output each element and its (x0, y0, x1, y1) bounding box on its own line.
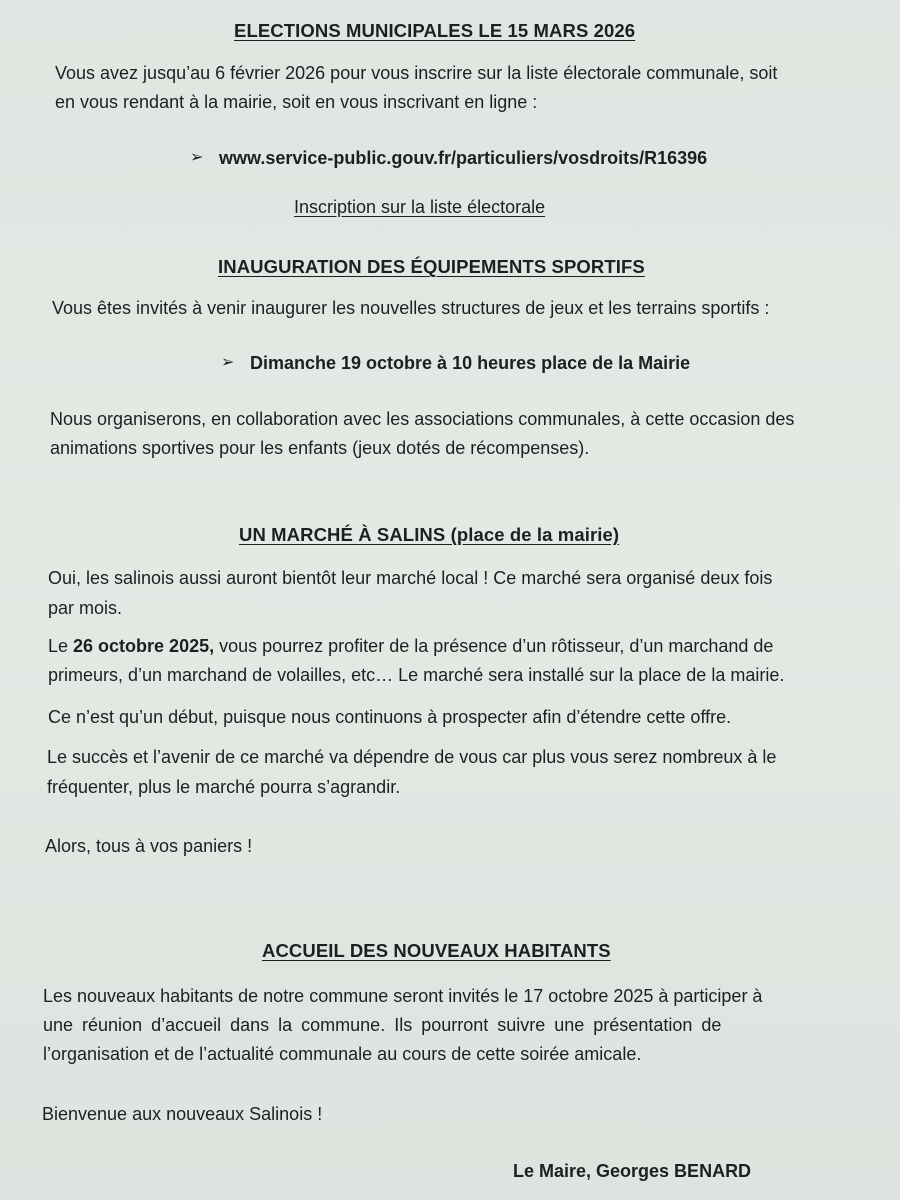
marche-date: 26 octobre 2025, (73, 636, 215, 656)
elections-text-line2: en vous rendant à la mairie, soit en vous inscrivant en ligne : (55, 92, 538, 112)
elections-url: www.service-public.gouv.fr/particuliers/vosdroits/R16396 (219, 148, 708, 168)
marche-p1-line1: Oui, les salinois aussi auront bientôt leur marché local ! Ce marché sera organisé deux fois (48, 568, 773, 588)
elections-title: ELECTIONS MUNICIPALES LE 15 MARS 2026 (234, 20, 636, 41)
marche-p4-line2: fréquenter, plus le marché pourra s’agrandir. (47, 777, 401, 797)
accueil-title: ACCUEIL DES NOUVEAUX HABITANTS (262, 940, 611, 961)
elections-bullet-icon: ➢ (190, 149, 204, 166)
marche-title: UN MARCHÉ À SALINS (place de la mairie) (239, 524, 620, 545)
marche-p5: Alors, tous à vos paniers ! (45, 836, 253, 856)
marche-p2-rest: vous pourrez profiter de la présence d’un rôtisseur, d’un marchand de (214, 636, 774, 656)
marche-p2-prefix: Le (48, 636, 74, 656)
marche-p1-line2: par mois. (48, 598, 123, 618)
inauguration-text-line1: Vous êtes invités à venir inaugurer les nouvelles structures de jeux et les terrains sportifs : (52, 298, 770, 318)
accueil-line1: Les nouveaux habitants de notre commune seront invités le 17 octobre 2025 à participer à (43, 986, 763, 1006)
inauguration-para-line1: Nous organiserons, en collaboration avec les associations communales, à cette occasion des (50, 409, 795, 429)
inauguration-bullet-icon: ➢ (221, 354, 235, 371)
accueil-line2: une réunion d’accueil dans la commune. Ils pourront suivre une présentation de (43, 1015, 722, 1035)
inauguration-title: INAUGURATION DES ÉQUIPEMENTS SPORTIFS (218, 256, 645, 277)
inauguration-event: Dimanche 19 octobre à 10 heures place de la Mairie (250, 353, 691, 373)
marche-p4-line1: Le succès et l’avenir de ce marché va dépendre de vous car plus vous serez nombreux à le (47, 747, 777, 767)
inscription-label: Inscription sur la liste électorale (294, 197, 546, 217)
marche-p3: Ce n’est qu’un début, puisque nous continuons à prospecter afin d’étendre cette offre. (48, 707, 732, 727)
marche-p2-line1 (48, 635, 773, 657)
marche-p2-line2: primeurs, d’un marchand de volailles, etc… Le marché sera installé sur la place de la mairie. (48, 665, 785, 685)
signature: Le Maire, Georges BENARD (513, 1161, 752, 1181)
elections-text-line1: Vous avez jusqu’au 6 février 2026 pour vous inscrire sur la liste électorale communale, soit (55, 63, 778, 83)
inauguration-para-line2: animations sportives pour les enfants (jeux dotés de récompenses). (50, 438, 590, 458)
accueil-line3: l’organisation et de l’actualité communale au cours de cette soirée amicale. (43, 1044, 642, 1064)
welcome-text: Bienvenue aux nouveaux Salinois ! (42, 1104, 323, 1124)
